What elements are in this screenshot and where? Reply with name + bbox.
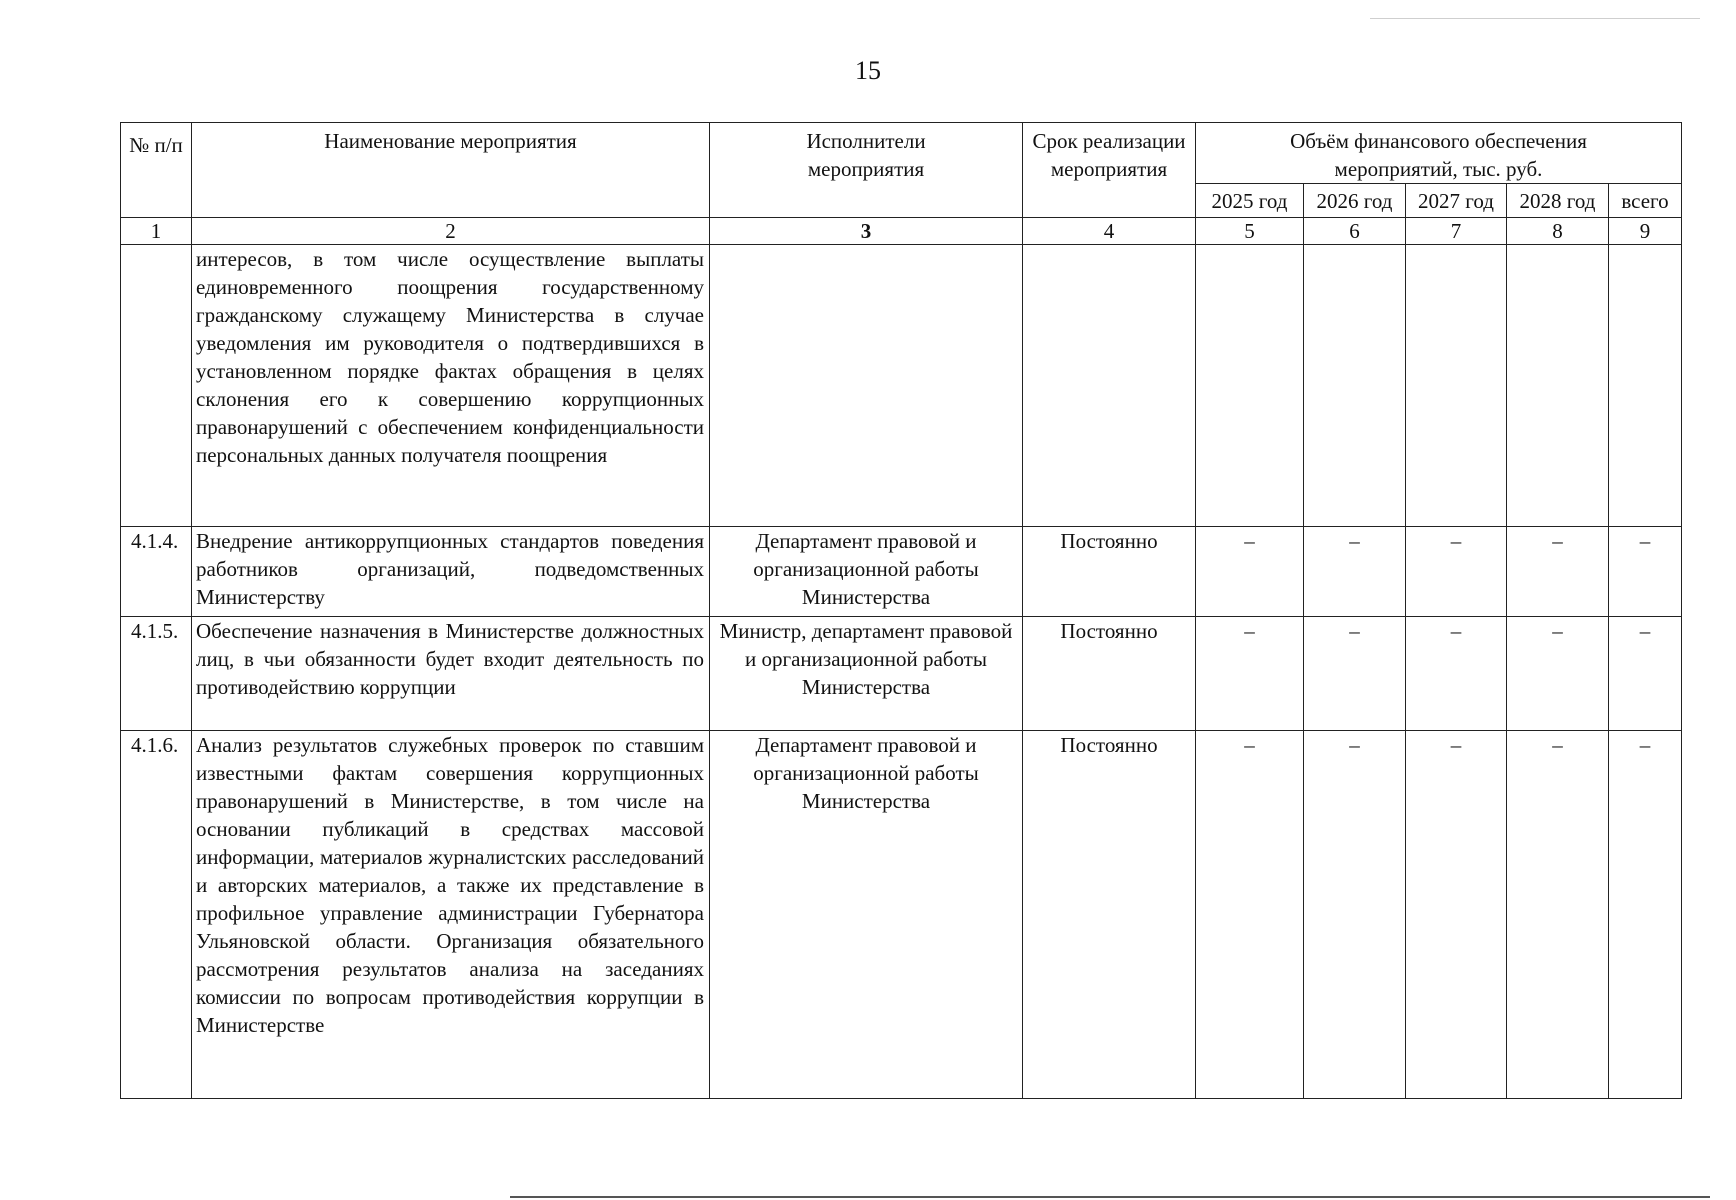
value-2025 [1196,245,1304,527]
table-row [121,731,1682,1099]
measure-executor [710,245,1023,527]
header-name: Наименование мероприятия [192,123,710,218]
column-numbers-row [121,218,1682,245]
header-year-2025: 2025 год [1196,184,1304,218]
value-2026: – [1304,731,1406,1099]
header-total: всего [1609,184,1682,218]
measure-name: Внедрение антикоррупционных стандартов поведения работников организаций, подведомственных Министерству [192,527,710,617]
measure-executor: Департамент правовой и организационной работы Министерства [710,527,1023,617]
scan-artifact-top [1370,18,1700,19]
table-row [121,527,1682,617]
row-number [121,245,192,527]
column-number: 8 [1507,218,1609,245]
column-number: 5 [1196,218,1304,245]
row-number: 4.1.5. [121,617,192,731]
column-number: 4 [1023,218,1196,245]
measure-term: Постоянно [1023,731,1196,1099]
column-number: 9 [1609,218,1682,245]
table-row [121,617,1682,731]
column-number: 3 [710,218,1023,245]
header-year-2026: 2026 год [1304,184,1406,218]
column-number: 1 [121,218,192,245]
header-num: № п/п [121,123,192,218]
measures-table [120,122,1682,1099]
measure-name: Обеспечение назначения в Министерстве должностных лиц, в чьи обязанности будет входит деятельность по противодействию коррупции [192,617,710,731]
measure-name: интересов, в том числе осуществление выплаты единовременного поощрения государственному гражданскому служащему Министерства в случае уведомления им руководителя о подтвердившихся в установленном порядке фактах обращения в целях склонения его к совершению коррупционных правонарушений с обеспечением конфиденциальности персональных данных получателя поощрения [192,245,710,527]
column-number: 6 [1304,218,1406,245]
table-row [121,245,1682,527]
value-2027: – [1406,617,1507,731]
value-2025: – [1196,527,1304,617]
value-2026: – [1304,527,1406,617]
value-2028: – [1507,527,1609,617]
value-total: – [1609,731,1682,1099]
measure-term [1023,245,1196,527]
value-2027: – [1406,731,1507,1099]
value-total [1609,245,1682,527]
value-2027: – [1406,527,1507,617]
measure-executor: Министр, департамент правовой и организационной работы Министерства [710,617,1023,731]
value-2026: – [1304,617,1406,731]
value-total: – [1609,617,1682,731]
column-number: 2 [192,218,710,245]
value-2025: – [1196,617,1304,731]
value-2026 [1304,245,1406,527]
column-number: 7 [1406,218,1507,245]
measure-term: Постоянно [1023,527,1196,617]
row-number: 4.1.4. [121,527,192,617]
header-year-2027: 2027 год [1406,184,1507,218]
page-number: 15 [855,56,881,85]
value-2028 [1507,245,1609,527]
value-2028: – [1507,731,1609,1099]
value-2028: – [1507,617,1609,731]
header-executors: Исполнители мероприятия [710,123,1023,218]
scan-artifact-bottom [510,1196,1710,1198]
row-number: 4.1.6. [121,731,192,1099]
value-2025: – [1196,731,1304,1099]
measure-name: Анализ результатов служебных проверок по ставшим известными фактам совершения коррупционных правонарушений в Министерстве, в том числе на основании публикаций в средствах массовой информации, материалов журналистских расследований и авторских материалов, а также их представление в профильное управление администрации Губернатора Ульяновской области. Организация обязательного рассмотрения результатов анализа на заседаниях комиссии по вопросам противодействия коррупции в Министерстве [192,731,710,1099]
header-year-2028: 2028 год [1507,184,1609,218]
header-term: Срок реализации мероприятия [1023,123,1196,218]
header-financing: Объём финансового обеспечения мероприятий, тыс. руб. [1196,123,1682,184]
measure-executor: Департамент правовой и организационной работы Министерства [710,731,1023,1099]
value-2027 [1406,245,1507,527]
value-total: – [1609,527,1682,617]
measure-term: Постоянно [1023,617,1196,731]
